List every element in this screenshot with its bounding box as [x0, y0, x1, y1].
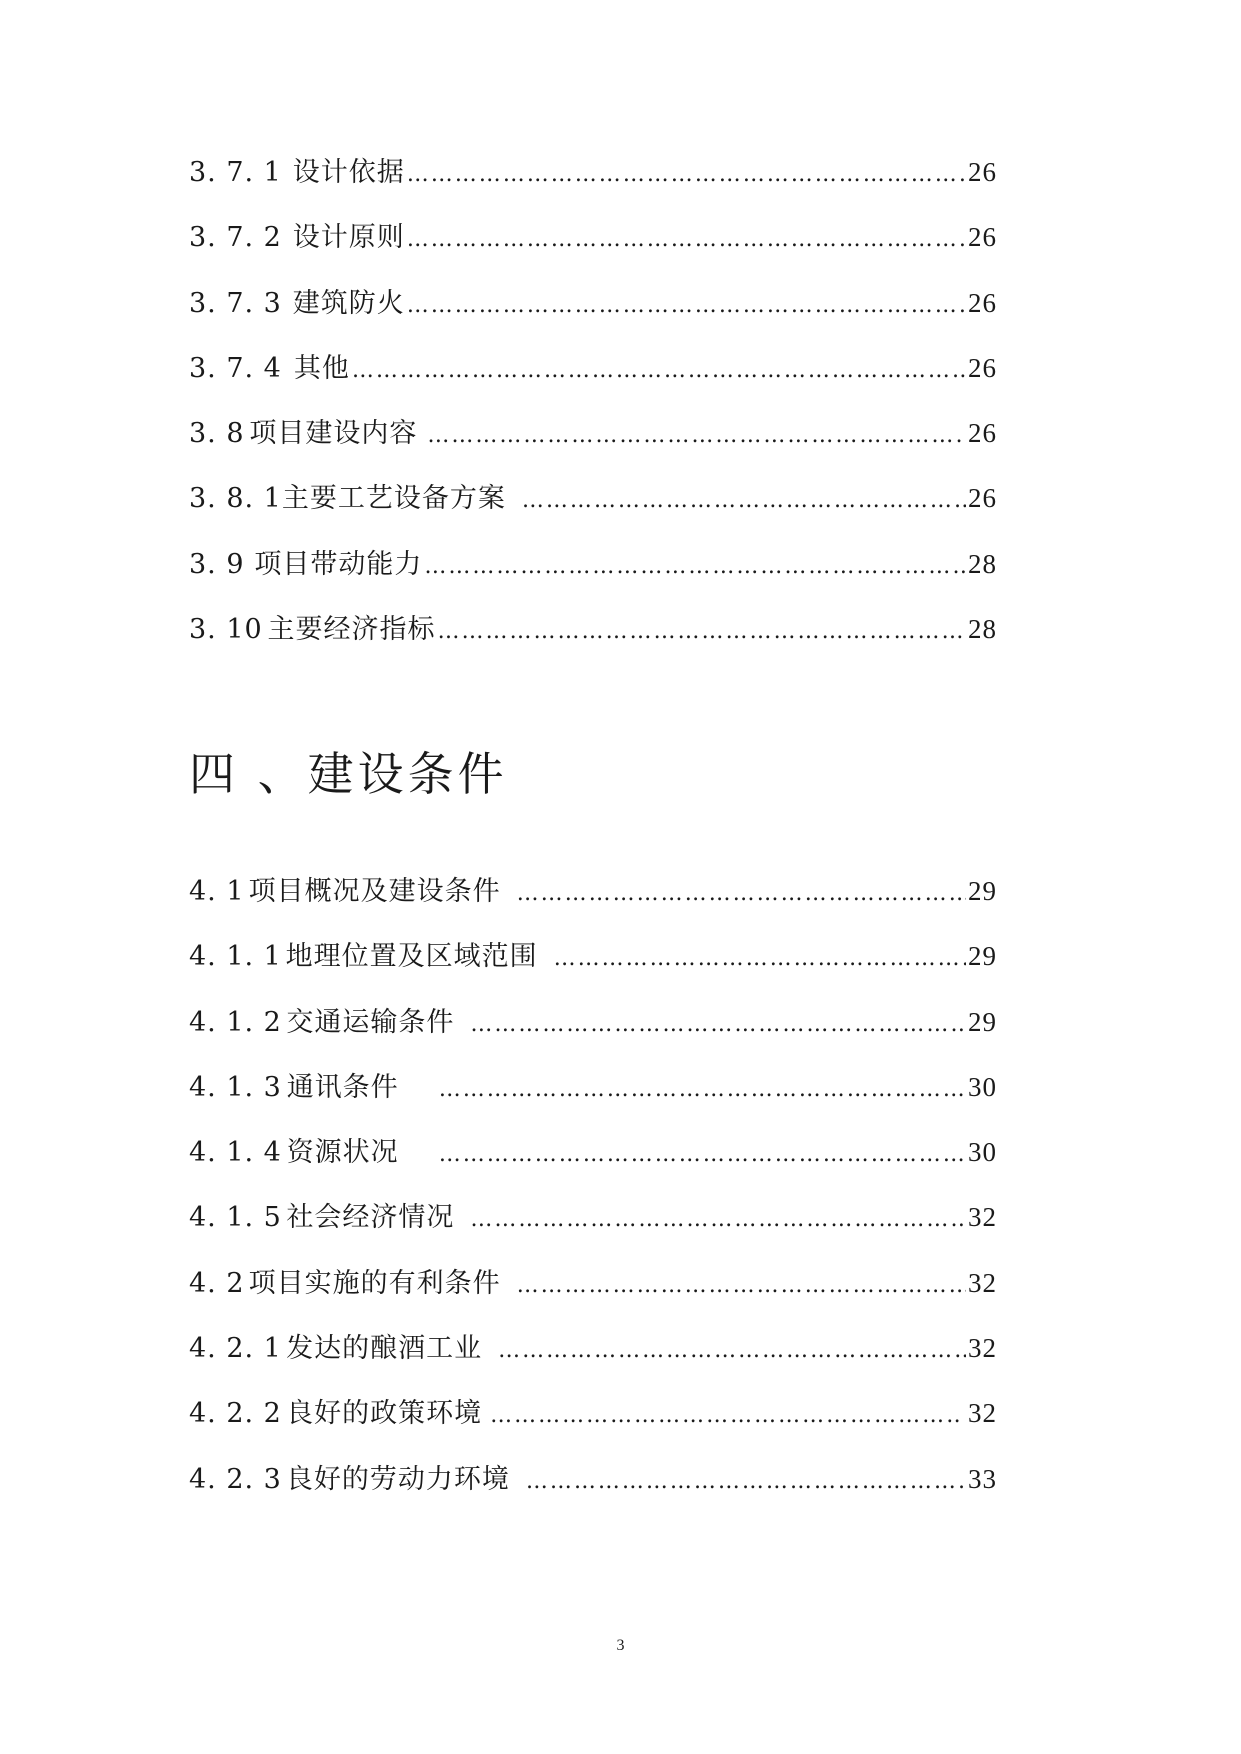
toc-entry-title: 项目带动能力: [254, 548, 423, 580]
toc-entry-page: 32: [968, 1333, 997, 1364]
toc-entry-page: 26: [968, 418, 997, 449]
toc-leader-dots: [470, 1012, 966, 1037]
toc-entry-page: 29: [968, 876, 997, 906]
toc-entry[interactable]: [189, 869, 997, 934]
toc-entry-page: 29: [968, 1006, 997, 1037]
toc-entry[interactable]: [189, 1000, 997, 1065]
toc-leader-dots: [554, 946, 966, 971]
toc-leader-dots: [439, 1077, 966, 1102]
toc-leader-dots: [427, 423, 962, 448]
toc-entry-number: 4. 1. 1: [189, 941, 282, 973]
toc-leader-dots: [490, 1403, 962, 1428]
toc-leader-dots: [470, 1207, 966, 1232]
toc-entry[interactable]: [189, 1195, 997, 1260]
toc-entry[interactable]: [189, 934, 997, 999]
toc-entry-page: 32: [968, 1267, 997, 1298]
toc-entry-title: 地理位置及区域范围: [285, 941, 538, 973]
toc-entry-page: 33: [968, 1463, 997, 1494]
toc-entry-number: 3. 9: [189, 548, 245, 580]
toc-leader-dots: [517, 1273, 966, 1298]
toc-entry[interactable]: [189, 346, 997, 411]
toc-leader-dots: [517, 881, 966, 906]
toc-entry-page: 26: [968, 157, 997, 187]
toc-entry-page: 26: [968, 222, 997, 253]
toc-entry-page: 30: [968, 1071, 997, 1102]
toc-entry-number: 4. 2. 2: [189, 1398, 282, 1430]
toc-leader-dots: [498, 1338, 966, 1363]
toc-entry-number: 3. 7. 1: [189, 157, 282, 188]
toc-entry-title: 通讯条件: [286, 1071, 399, 1103]
toc-entry-number: 3. 10: [189, 614, 263, 646]
toc-entry-page: 30: [968, 1137, 997, 1168]
toc-entry-title: 主要工艺设备方案: [281, 483, 506, 515]
toc-entry-number: 4. 2. 3: [189, 1463, 282, 1495]
toc-entry-title: 设计依据: [292, 157, 405, 188]
toc-entry-number: 4. 1. 2: [189, 1006, 282, 1038]
toc-entry-page: 29: [968, 941, 997, 972]
toc-entry-number: 3. 7. 2: [189, 222, 282, 254]
toc-leader-dots: [407, 162, 966, 187]
toc-leader-dots: [526, 1469, 966, 1494]
toc-entry-page: 26: [968, 483, 997, 514]
toc-entry-title: 良好的政策环境: [286, 1398, 483, 1430]
toc-entry-title: 发达的酿酒工业: [286, 1333, 483, 1365]
toc-entry[interactable]: [189, 1391, 997, 1456]
toc-entry[interactable]: [189, 411, 997, 476]
toc-entry-title: 资源状况: [286, 1137, 399, 1169]
toc-section-3: [189, 150, 997, 672]
toc-entry-title: 项目概况及建设条件: [248, 876, 501, 907]
toc-entry[interactable]: [189, 215, 997, 280]
toc-entry[interactable]: [189, 607, 997, 672]
toc-entry-page: 28: [968, 548, 997, 579]
toc-leader-dots: [438, 619, 966, 644]
toc-entry-title: 良好的劳动力环境: [285, 1463, 510, 1495]
toc-entry-page: 26: [968, 287, 997, 318]
toc-section-4: [189, 869, 997, 1522]
toc-entry-title: 主要经济指标: [267, 614, 436, 646]
toc-entry[interactable]: [189, 1326, 997, 1391]
toc-entry[interactable]: [189, 1457, 997, 1522]
toc-entry-title: 交通运输条件: [286, 1006, 455, 1038]
toc-entry[interactable]: [189, 542, 997, 607]
toc-entry-number: 4. 2. 1: [189, 1333, 282, 1365]
toc-entry[interactable]: [189, 1065, 997, 1130]
toc-entry-number: 3. 8: [189, 418, 245, 450]
toc-entry-page: 32: [968, 1398, 997, 1429]
toc-entry-number: 4. 1. 3: [189, 1071, 282, 1103]
toc-entry-number: 3. 7. 3: [189, 287, 282, 319]
toc-entry[interactable]: [189, 281, 997, 346]
toc-entry-title: 项目实施的有利条件: [248, 1267, 501, 1299]
toc-leader-dots: [522, 488, 966, 513]
toc-entry-title: 其他: [293, 352, 350, 384]
toc-leader-dots: [424, 554, 966, 579]
toc-entry[interactable]: [189, 150, 997, 215]
toc-leader-dots: [439, 1142, 966, 1167]
toc-entry-page: 26: [968, 352, 997, 383]
toc-entry[interactable]: [189, 1130, 997, 1195]
chapter-heading: 四 、建设条件: [189, 747, 508, 801]
toc-leader-dots: [407, 293, 966, 318]
toc-leader-dots: [407, 227, 966, 252]
toc-entry-number: 4. 2: [189, 1267, 245, 1299]
toc-leader-dots: [352, 358, 966, 383]
page-number: 3: [616, 1637, 625, 1654]
toc-entry-number: 4. 1: [189, 876, 245, 907]
toc-entry-title: 项目建设内容: [249, 418, 418, 450]
toc-entry-number: 4. 1. 4: [189, 1137, 282, 1169]
toc-entry-page: 32: [968, 1202, 997, 1233]
toc-entry-number: 3. 7. 4: [189, 352, 282, 384]
toc-entry[interactable]: [189, 1261, 997, 1326]
toc-entry-title: 社会经济情况: [286, 1202, 455, 1234]
toc-entry-page: 28: [968, 614, 997, 645]
toc-entry-title: 设计原则: [292, 222, 405, 254]
toc-entry-number: 4. 1. 5: [189, 1202, 282, 1234]
toc-entry-number: 3. 8. 1: [189, 483, 282, 515]
toc-entry[interactable]: [189, 476, 997, 541]
toc-entry-title: 建筑防火: [292, 287, 405, 319]
